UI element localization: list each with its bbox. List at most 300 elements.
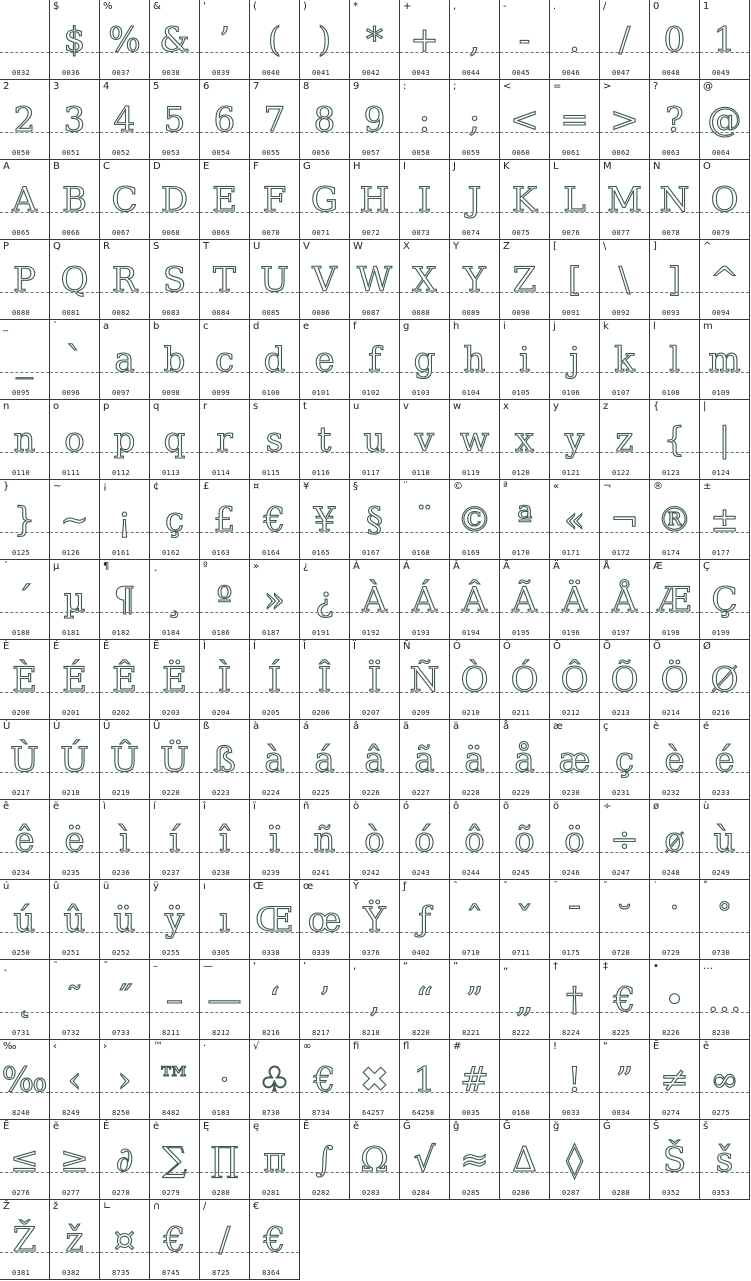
glyph-cell[interactable] — [0, 1200, 50, 1280]
glyph-cell[interactable] — [700, 640, 750, 720]
glyph-cell[interactable] — [400, 960, 450, 1040]
glyph-cell[interactable] — [300, 0, 350, 80]
glyph-cell[interactable] — [350, 800, 400, 880]
glyph-cell[interactable] — [50, 160, 100, 240]
glyph-cell[interactable] — [650, 1120, 700, 1200]
glyph-cell[interactable] — [0, 960, 50, 1040]
glyph-cell[interactable] — [300, 80, 350, 160]
glyph-cell[interactable] — [50, 800, 100, 880]
glyph-cell[interactable] — [200, 1200, 250, 1280]
glyph-cell[interactable] — [550, 720, 600, 800]
glyph-cell[interactable] — [50, 560, 100, 640]
glyph-cell[interactable] — [200, 240, 250, 320]
glyph-cell[interactable] — [50, 960, 100, 1040]
glyph-cell[interactable] — [50, 80, 100, 160]
glyph-cell[interactable] — [50, 640, 100, 720]
glyph-cell[interactable] — [700, 160, 750, 240]
glyph-cell[interactable] — [600, 800, 650, 880]
glyph-cell[interactable] — [450, 1120, 500, 1200]
glyph-cell[interactable] — [600, 720, 650, 800]
glyph-preview: ã — [414, 740, 435, 780]
glyph-cell[interactable] — [300, 1120, 350, 1200]
glyph-cell[interactable] — [500, 240, 550, 320]
glyph-cell[interactable] — [250, 1040, 300, 1120]
glyph-cell[interactable] — [400, 880, 450, 960]
baseline-guide — [200, 52, 249, 53]
glyph-preview: e — [314, 340, 335, 380]
glyph-cell[interactable] — [450, 0, 500, 80]
glyph-code: 0085 — [262, 309, 281, 317]
glyph-cell[interactable] — [450, 240, 500, 320]
baseline-guide — [700, 1012, 749, 1013]
baseline-guide — [50, 212, 99, 213]
glyph-char-label: j — [553, 321, 556, 332]
glyph-cell[interactable] — [400, 1040, 450, 1120]
baseline-guide — [0, 852, 49, 853]
glyph-cell[interactable] — [700, 480, 750, 560]
glyph-code: 0109 — [712, 389, 731, 397]
glyph-cell[interactable] — [450, 560, 500, 640]
glyph-cell[interactable] — [650, 720, 700, 800]
glyph-cell[interactable] — [450, 160, 500, 240]
baseline-guide — [0, 452, 49, 453]
glyph-cell[interactable] — [250, 800, 300, 880]
glyph-cell[interactable] — [500, 80, 550, 160]
baseline-guide — [650, 1012, 699, 1013]
glyph-cell[interactable] — [400, 160, 450, 240]
glyph-preview: ç — [164, 500, 185, 540]
glyph-preview: ¡ — [117, 500, 132, 540]
glyph-cell[interactable] — [100, 1120, 150, 1200]
glyph-cell[interactable] — [450, 640, 500, 720]
glyph-cell[interactable] — [50, 880, 100, 960]
glyph-cell[interactable] — [100, 800, 150, 880]
glyph-cell[interactable] — [650, 800, 700, 880]
glyph-cell[interactable] — [400, 480, 450, 560]
glyph-cell[interactable] — [0, 880, 50, 960]
glyph-cell[interactable] — [300, 880, 350, 960]
glyph-cell[interactable] — [250, 480, 300, 560]
glyph-cell[interactable] — [400, 0, 450, 80]
glyph-code: 0118 — [412, 469, 431, 477]
glyph-cell[interactable] — [400, 800, 450, 880]
glyph-cell[interactable] — [550, 1040, 600, 1120]
glyph-char-label: ¸ — [153, 561, 158, 572]
glyph-cell[interactable] — [650, 160, 700, 240]
glyph-cell[interactable] — [50, 240, 100, 320]
glyph-preview: ‚ — [369, 980, 380, 1020]
glyph-cell[interactable] — [50, 1120, 100, 1200]
glyph-cell[interactable] — [550, 560, 600, 640]
glyph-code: 0286 — [512, 1189, 531, 1197]
glyph-cell[interactable] — [0, 640, 50, 720]
glyph-cell[interactable] — [300, 240, 350, 320]
glyph-code: 0047 — [612, 69, 631, 77]
glyph-cell[interactable] — [650, 1040, 700, 1120]
glyph-cell[interactable] — [600, 0, 650, 80]
glyph-code: 0053 — [162, 149, 181, 157]
baseline-guide — [100, 1092, 149, 1093]
glyph-cell[interactable] — [450, 720, 500, 800]
glyph-cell[interactable] — [600, 320, 650, 400]
glyph-cell[interactable] — [0, 400, 50, 480]
glyph-cell[interactable] — [350, 640, 400, 720]
baseline-guide — [150, 292, 199, 293]
glyph-cell[interactable] — [450, 800, 500, 880]
glyph-cell[interactable] — [100, 480, 150, 560]
glyph-cell[interactable] — [450, 80, 500, 160]
glyph-preview: » — [264, 580, 285, 620]
glyph-preview: — — [207, 980, 242, 1020]
glyph-char-label: ^ — [703, 241, 712, 252]
glyph-cell[interactable] — [100, 1040, 150, 1120]
glyph-cell[interactable] — [650, 240, 700, 320]
glyph-cell[interactable] — [200, 800, 250, 880]
glyph-cell[interactable] — [500, 320, 550, 400]
baseline-guide — [50, 452, 99, 453]
glyph-code: 0043 — [412, 69, 431, 77]
glyph-cell[interactable] — [700, 80, 750, 160]
glyph-cell[interactable] — [200, 1120, 250, 1200]
glyph-cell[interactable] — [550, 80, 600, 160]
glyph-cell[interactable] — [450, 880, 500, 960]
glyph-cell[interactable] — [550, 400, 600, 480]
glyph-cell[interactable] — [700, 1120, 750, 1200]
glyph-cell[interactable] — [550, 640, 600, 720]
glyph-cell[interactable] — [200, 720, 250, 800]
glyph-cell[interactable] — [50, 1040, 100, 1120]
glyph-cell[interactable] — [200, 0, 250, 80]
glyph-code: 0093 — [662, 309, 681, 317]
glyph-cell[interactable] — [200, 1040, 250, 1120]
glyph-cell[interactable] — [550, 880, 600, 960]
glyph-cell[interactable] — [550, 800, 600, 880]
glyph-cell[interactable] — [250, 880, 300, 960]
glyph-char-label: l — [653, 321, 656, 332]
glyph-cell[interactable] — [500, 720, 550, 800]
glyph-cell[interactable] — [350, 320, 400, 400]
glyph-cell[interactable] — [250, 560, 300, 640]
baseline-guide — [50, 1012, 99, 1013]
glyph-cell[interactable] — [200, 880, 250, 960]
glyph-cell[interactable] — [250, 720, 300, 800]
glyph-cell[interactable] — [650, 960, 700, 1040]
glyph-preview: Y — [463, 260, 486, 300]
glyph-cell[interactable] — [150, 80, 200, 160]
glyph-cell[interactable] — [400, 320, 450, 400]
glyph-cell[interactable] — [250, 320, 300, 400]
glyph-cell[interactable] — [350, 960, 400, 1040]
glyph-cell[interactable] — [300, 160, 350, 240]
glyph-cell[interactable] — [600, 640, 650, 720]
baseline-guide — [650, 132, 699, 133]
glyph-code: 0232 — [662, 789, 681, 797]
glyph-cell[interactable] — [50, 400, 100, 480]
glyph-preview: x — [514, 420, 535, 460]
baseline-guide — [50, 292, 99, 293]
baseline-guide — [550, 852, 599, 853]
glyph-cell[interactable] — [500, 0, 550, 80]
baseline-guide — [0, 1012, 49, 1013]
glyph-char-label: f — [353, 321, 357, 332]
glyph-cell[interactable] — [350, 720, 400, 800]
glyph-cell[interactable] — [650, 400, 700, 480]
glyph-cell[interactable] — [650, 480, 700, 560]
glyph-cell[interactable] — [350, 400, 400, 480]
glyph-cell[interactable] — [150, 240, 200, 320]
glyph-cell[interactable] — [150, 640, 200, 720]
glyph-cell[interactable] — [300, 640, 350, 720]
glyph-cell[interactable] — [50, 0, 100, 80]
glyph-cell[interactable] — [350, 1040, 400, 1120]
glyph-cell[interactable] — [650, 880, 700, 960]
glyph-cell[interactable] — [700, 320, 750, 400]
glyph-preview: w — [459, 420, 490, 460]
baseline-guide — [50, 1252, 99, 1253]
glyph-cell[interactable] — [150, 480, 200, 560]
glyph-cell[interactable] — [250, 240, 300, 320]
glyph-cell[interactable] — [700, 720, 750, 800]
glyph-cell[interactable] — [600, 1040, 650, 1120]
glyph-cell[interactable] — [250, 1120, 300, 1200]
glyph-cell[interactable] — [350, 480, 400, 560]
glyph-cell[interactable] — [150, 560, 200, 640]
glyph-cell[interactable] — [250, 960, 300, 1040]
glyph-char-label: ¯ — [553, 881, 558, 892]
glyph-cell[interactable] — [200, 80, 250, 160]
glyph-cell[interactable] — [350, 880, 400, 960]
glyph-cell[interactable] — [200, 960, 250, 1040]
glyph-cell[interactable] — [700, 1040, 750, 1120]
glyph-cell[interactable] — [550, 240, 600, 320]
glyph-cell[interactable] — [200, 560, 250, 640]
glyph-char-label: É — [53, 641, 60, 652]
glyph-cell[interactable] — [650, 640, 700, 720]
glyph-code: 0338 — [262, 949, 281, 957]
glyph-cell[interactable] — [600, 480, 650, 560]
glyph-char-label: S — [153, 241, 160, 252]
glyph-cell[interactable] — [100, 240, 150, 320]
glyph-cell[interactable] — [150, 320, 200, 400]
glyph-preview: ∂ — [115, 1140, 134, 1180]
glyph-cell[interactable] — [500, 800, 550, 880]
glyph-cell[interactable] — [150, 1040, 200, 1120]
glyph-cell[interactable] — [600, 80, 650, 160]
glyph-cell[interactable] — [300, 320, 350, 400]
glyph-cell[interactable] — [700, 560, 750, 640]
glyph-cell[interactable] — [0, 1120, 50, 1200]
glyph-cell[interactable] — [50, 480, 100, 560]
glyph-cell[interactable] — [700, 800, 750, 880]
glyph-cell[interactable] — [700, 960, 750, 1040]
glyph-cell[interactable] — [0, 0, 50, 80]
glyph-cell[interactable] — [700, 880, 750, 960]
glyph-cell[interactable] — [600, 160, 650, 240]
glyph-cell[interactable] — [200, 400, 250, 480]
glyph-cell[interactable] — [50, 1200, 100, 1280]
glyph-cell[interactable] — [600, 560, 650, 640]
glyph-cell[interactable] — [150, 1200, 200, 1280]
glyph-cell[interactable] — [200, 160, 250, 240]
glyph-cell[interactable] — [100, 960, 150, 1040]
glyph-cell[interactable] — [500, 400, 550, 480]
glyph-cell[interactable] — [350, 240, 400, 320]
baseline-guide — [600, 1092, 649, 1093]
glyph-preview: ≈ — [460, 1140, 489, 1180]
glyph-cell[interactable] — [400, 240, 450, 320]
glyph-cell[interactable] — [400, 80, 450, 160]
glyph-preview: d — [263, 340, 286, 380]
glyph-cell[interactable] — [100, 560, 150, 640]
glyph-cell[interactable] — [600, 1120, 650, 1200]
glyph-preview: ¸ — [166, 580, 183, 620]
glyph-cell[interactable] — [250, 80, 300, 160]
glyph-cell[interactable] — [250, 400, 300, 480]
baseline-guide — [0, 1252, 49, 1253]
glyph-cell[interactable] — [300, 800, 350, 880]
glyph-cell[interactable] — [150, 0, 200, 80]
glyph-cell[interactable] — [300, 720, 350, 800]
glyph-cell[interactable] — [250, 1200, 300, 1280]
glyph-char-label: ß — [203, 721, 210, 732]
glyph-cell[interactable] — [150, 880, 200, 960]
glyph-cell[interactable] — [350, 0, 400, 80]
glyph-code: 0162 — [162, 549, 181, 557]
glyph-cell[interactable] — [200, 640, 250, 720]
glyph-cell[interactable] — [500, 640, 550, 720]
glyph-cell[interactable] — [150, 1120, 200, 1200]
glyph-cell[interactable] — [500, 560, 550, 640]
glyph-cell[interactable] — [400, 720, 450, 800]
glyph-code: 8730 — [262, 1109, 281, 1117]
glyph-preview: z — [615, 420, 634, 460]
glyph-preview: 9 — [363, 100, 386, 140]
glyph-cell[interactable] — [0, 800, 50, 880]
glyph-cell[interactable] — [500, 880, 550, 960]
glyph-cell[interactable] — [300, 960, 350, 1040]
glyph-cell[interactable] — [100, 80, 150, 160]
glyph-cell[interactable] — [700, 240, 750, 320]
glyph-cell[interactable] — [0, 1040, 50, 1120]
glyph-cell[interactable] — [500, 960, 550, 1040]
glyph-cell[interactable] — [450, 320, 500, 400]
glyph-cell[interactable] — [200, 480, 250, 560]
baseline-guide — [200, 212, 249, 213]
glyph-cell[interactable] — [0, 320, 50, 400]
glyph-cell[interactable] — [0, 240, 50, 320]
glyph-cell[interactable] — [300, 480, 350, 560]
glyph-cell[interactable] — [450, 1040, 500, 1120]
glyph-cell[interactable] — [300, 560, 350, 640]
glyph-cell[interactable] — [350, 560, 400, 640]
glyph-cell[interactable] — [100, 640, 150, 720]
glyph-cell[interactable] — [100, 1200, 150, 1280]
glyph-code: 0077 — [612, 229, 631, 237]
glyph-code: 0058 — [412, 149, 431, 157]
glyph-cell[interactable] — [100, 160, 150, 240]
glyph-cell[interactable] — [450, 960, 500, 1040]
glyph-cell[interactable] — [600, 240, 650, 320]
glyph-cell[interactable] — [0, 720, 50, 800]
glyph-cell[interactable] — [500, 160, 550, 240]
glyph-cell[interactable] — [350, 1120, 400, 1200]
glyph-cell[interactable] — [150, 800, 200, 880]
glyph-cell[interactable] — [200, 320, 250, 400]
glyph-cell[interactable] — [100, 0, 150, 80]
glyph-cell[interactable] — [0, 560, 50, 640]
glyph-cell[interactable] — [150, 720, 200, 800]
baseline-guide — [700, 452, 749, 453]
glyph-cell[interactable] — [550, 160, 600, 240]
glyph-cell[interactable] — [150, 160, 200, 240]
glyph-cell[interactable] — [100, 720, 150, 800]
glyph-cell[interactable] — [0, 80, 50, 160]
glyph-cell[interactable] — [350, 80, 400, 160]
glyph-cell[interactable] — [700, 0, 750, 80]
glyph-cell[interactable] — [500, 480, 550, 560]
baseline-guide — [150, 212, 199, 213]
glyph-cell[interactable] — [550, 320, 600, 400]
glyph-cell[interactable] — [350, 160, 400, 240]
glyph-cell[interactable] — [400, 560, 450, 640]
glyph-cell[interactable] — [550, 480, 600, 560]
glyph-code: 0105 — [512, 389, 531, 397]
glyph-cell[interactable] — [100, 880, 150, 960]
glyph-char-label: ` — [53, 321, 58, 332]
glyph-cell[interactable] — [500, 1040, 550, 1120]
glyph-cell[interactable] — [450, 400, 500, 480]
glyph-cell[interactable] — [450, 480, 500, 560]
glyph-cell[interactable] — [500, 1120, 550, 1200]
glyph-cell[interactable] — [150, 960, 200, 1040]
glyph-cell[interactable] — [400, 640, 450, 720]
glyph-cell[interactable] — [650, 0, 700, 80]
glyph-cell[interactable] — [250, 160, 300, 240]
glyph-cell[interactable] — [650, 320, 700, 400]
glyph-cell[interactable] — [0, 160, 50, 240]
glyph-char-label: O — [703, 161, 711, 172]
glyph-cell[interactable] — [600, 880, 650, 960]
glyph-cell[interactable] — [300, 400, 350, 480]
glyph-cell[interactable] — [600, 400, 650, 480]
baseline-guide — [600, 52, 649, 53]
glyph-cell[interactable] — [50, 320, 100, 400]
glyph-cell[interactable] — [100, 320, 150, 400]
glyph-cell[interactable] — [100, 400, 150, 480]
glyph-cell[interactable] — [0, 480, 50, 560]
glyph-preview: ‘ — [269, 980, 280, 1020]
glyph-char-label: À — [353, 561, 360, 572]
glyph-cell[interactable] — [600, 960, 650, 1040]
glyph-cell[interactable] — [550, 0, 600, 80]
glyph-code: 0711 — [512, 949, 531, 957]
glyph-code: 0122 — [612, 469, 631, 477]
glyph-cell[interactable] — [700, 400, 750, 480]
glyph-cell[interactable] — [400, 1120, 450, 1200]
glyph-cell[interactable] — [300, 1040, 350, 1120]
glyph-cell[interactable] — [250, 0, 300, 80]
baseline-guide — [0, 1092, 49, 1093]
glyph-preview: 0 — [663, 20, 686, 60]
glyph-cell[interactable] — [400, 400, 450, 480]
glyph-cell[interactable] — [550, 960, 600, 1040]
glyph-cell[interactable] — [50, 720, 100, 800]
glyph-cell[interactable] — [150, 400, 200, 480]
glyph-cell[interactable] — [250, 640, 300, 720]
glyph-cell[interactable] — [650, 560, 700, 640]
glyph-cell[interactable] — [550, 1120, 600, 1200]
glyph-cell[interactable] — [650, 80, 700, 160]
